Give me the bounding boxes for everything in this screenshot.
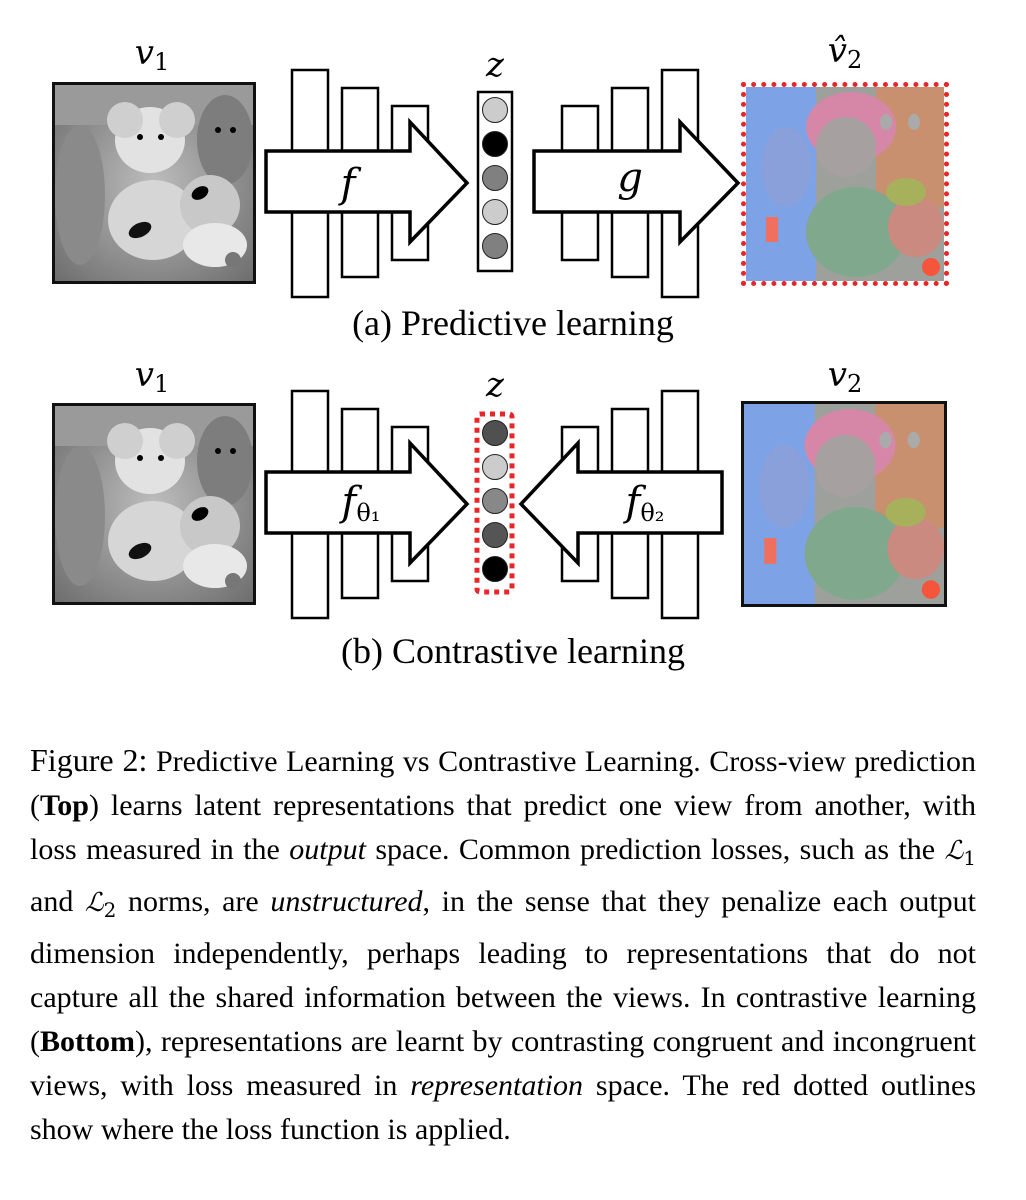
encoder-theta1-label: $f_{\theta_1}$ [341,479,381,527]
panel-a-caption: (a) Predictive learning [352,303,674,343]
caption-text: and [30,885,85,919]
caption-em-unstructured: unstructured [270,885,423,919]
latent-unit-circle [482,454,508,480]
caption-text: , in the sense that they penalize each output dimension independently, perhaps leading to representations that do not capture all the shared information between the views. In contrastive learning ( [30,885,976,1059]
latent-unit-circle [482,556,508,582]
figure-caption [30,738,976,1152]
label-z-top: z [486,45,504,85]
label-v2: $v_2$ [827,355,863,398]
latent-vector-z-bottom [481,420,509,590]
caption-text: norms, are [116,885,271,919]
caption-em-output: output [289,833,366,866]
panel-b-caption: (b) Contrastive learning [341,631,685,671]
caption-bold-top: Top [40,789,89,822]
input-image-v2 [741,401,947,607]
encoder-f-label: f [340,161,356,207]
figure-number: Figure 2: [30,742,148,778]
label-v1-bottom: $v_1$ [134,355,170,398]
decoder-g-label: g [617,155,643,201]
label-v2hat: $v̂_2$ [827,31,863,74]
label-v1-top: $v_1$ [134,33,170,76]
latent-unit-circle [482,420,508,446]
caption-text: ), representations are learnt by contrasting congruent and incongruent views, with loss measured in [30,1025,976,1103]
caption-bold-bottom: Bottom [40,1025,135,1059]
caption-text: Cross-view prediction ( [30,745,977,822]
caption-title: Predictive Learning vs Contrastive Learning. [155,745,701,778]
loss-l1: ℒ$_1$ [944,836,977,871]
latent-unit-circle [482,488,508,514]
encoder-theta2-label: $f_{\theta_2}$ [625,479,665,527]
loss-l2: ℒ$_2$ [84,888,117,923]
latent-unit-circle [482,522,508,548]
caption-text: space. The red dotted outlines show where the loss function is applied. [30,1069,976,1147]
label-z-bottom: z [486,365,504,405]
caption-em-representation: representation [410,1069,584,1103]
caption-text: ) learns latent representations that predict one view from another, with loss measured in the [30,789,976,866]
caption-text: space. Common prediction losses, such as the [365,833,945,866]
